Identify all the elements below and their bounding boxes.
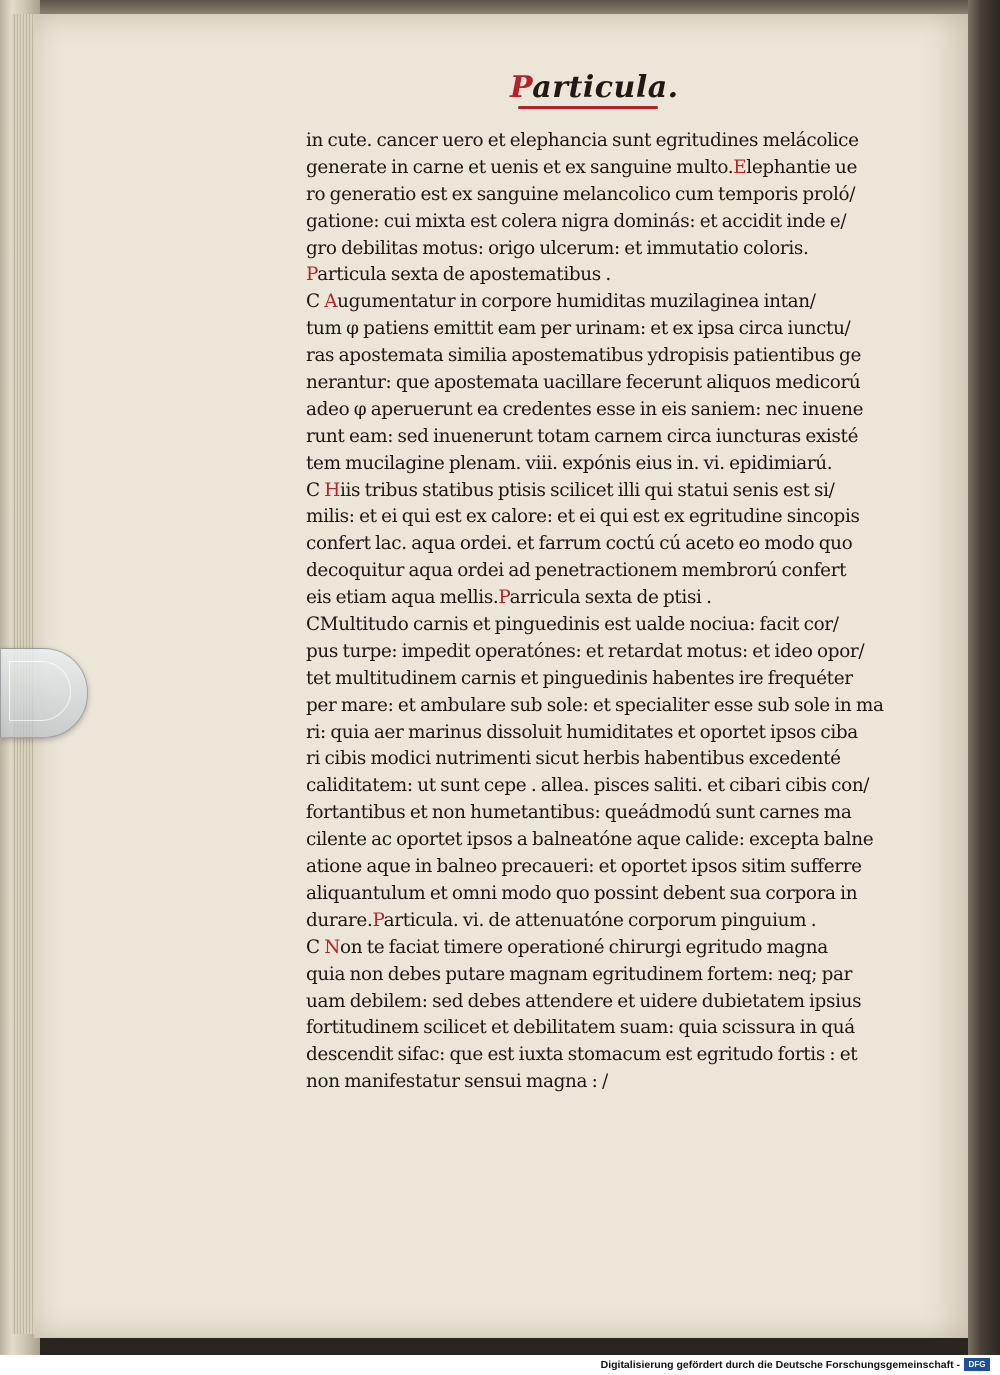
glass-page-weight [0,648,88,738]
rubricated-initial: P [498,587,510,609]
rubricated-initial: P [306,264,318,286]
book-top-edge [0,0,1000,14]
text-line: ri cibis modici nutrimenti sicut herbis habentibus excedenté [306,748,841,770]
text-line: tet multitudinem carnis et pinguedinis habentes ire frequéter [306,667,853,689]
text-line: tum φ patiens emittit eam per urinam: et ex ipsa circa iunctu/ [306,318,851,340]
text-line: confert lac. aqua ordei. et farrum coctú cú aceto eo modo quo [306,533,853,555]
dfg-logo: DFG [964,1358,990,1371]
text-line: ro generatio est ex sanguine melancolico cum temporis proló/ [306,183,856,205]
rubricated-initial: E [733,156,747,178]
rubricated-initial: H [324,479,340,501]
text-line: quia non debes putare magnam egritudinem fortem: neq; par [306,963,853,985]
paragraph-start: CMultitudo carnis et pinguedinis est ualde nociua: facit cor/ [306,614,839,636]
paragraph-start: C Non te faciat timere operationé chirurgi egritudo magna [306,936,828,958]
text-line: ras apostemata similia apostematibus ydropisis patientibus ge [306,345,861,367]
running-header-underline [518,106,658,109]
text-line: adeo φ aperuerunt ea credentes esse in eis saniem: nec inuene [306,398,864,420]
text-line: runt eam: sed inuenerunt totam carnem circa iuncturas existé [306,425,859,447]
text-line: generate in carne et uenis et ex sanguine multo.Elephantie ue [306,156,858,178]
text-block [306,128,884,1096]
text-line: in cute. cancer uero et elephancia sunt egritudines melácolice [306,130,859,151]
text-line: eis etiam aqua mellis.Parricula sexta de ptisi . [306,587,712,609]
text-line: descendit sifac: que est iuxta stomacum est egritudo fortis : et [306,1044,858,1066]
text-line: nerantur: que apostemata uacillare fecerunt aliquos medicorú [306,372,861,394]
text-line: tem mucilagine plenam. viii. expónis eius in. vi. epidimiarú. [306,452,833,474]
text-line: decoquitur aqua ordei ad penetractionem membrorú confert [306,560,847,582]
text-line: caliditatem: ut sunt cepe . allea. pisces saliti. et cibari cibis con/ [306,775,870,797]
rubricated-initial: A [324,291,338,313]
text-line: fortitudinem scilicet et debilitatem suam: quia scissura in quá [306,1017,855,1039]
book-right-edge [968,0,1000,1355]
text-line: atione aque in balneo precaueri: et oportet ipsos sitim sufferre [306,856,862,878]
section-heading: Particula sexta de apostematibus . [306,264,611,286]
paragraph-mark: C [306,614,320,636]
text-line: ri: quia aer marinus dissoluit humiditates et oportet ipsos ciba [306,721,858,743]
text-line: cilente ac oportet ipsos a balneatóne aque calide: excepta balne [306,829,874,851]
paragraph-start: C Hiis tribus statibus ptisis scilicet illi qui statui senis est si/ [306,479,835,501]
paragraph-mark: C [306,479,320,501]
text-line: durare.Particula. vi. de attenuatóne corporum pinguium . [306,909,817,931]
rubricated-initial: P [372,909,384,931]
glass-page-weight-highlight [9,661,71,721]
paragraph-mark: C [306,936,320,958]
rubricated-initial: N [324,936,340,958]
text-line: uam debilem: sed debes attendere et uidere dubietatem ipsius [306,990,862,1012]
text-line: gatione: cui mixta est colera nigra dominás: et accidit inde e/ [306,210,847,232]
text-line: per mare: et ambulare sub sole: et specialiter esse sub sole in ma [306,694,884,716]
text-line: non manifestatur sensui magna : / [306,1071,608,1093]
running-header-initial: P [510,70,533,105]
text-line: fortantibus et non humetantibus: queádmodú sunt carnes ma [306,802,852,824]
text-line: pus turpe: impedit operatónes: et retardat motus: et ideo opor/ [306,640,865,662]
paragraph-start: C Augumentatur in corpore humiditas muzilaginea intan/ [306,291,816,313]
text-line: aliquantulum et omni modo quo possint debent sua corpora in [306,882,858,904]
running-header-rest: articula. [532,70,679,105]
footer-bar [0,1355,1000,1375]
text-line: milis: et ei qui est ex calore: et ei qui est ex egritudine sincopis [306,506,860,528]
text-line: gro debilitas motus: origo ulcerum: et immutatio coloris. [306,237,809,259]
footer-credit: Digitalisierung gefördert durch die Deutsche Forschungsgemeinschaft - [600,1359,960,1371]
paragraph-mark: C [306,291,320,313]
